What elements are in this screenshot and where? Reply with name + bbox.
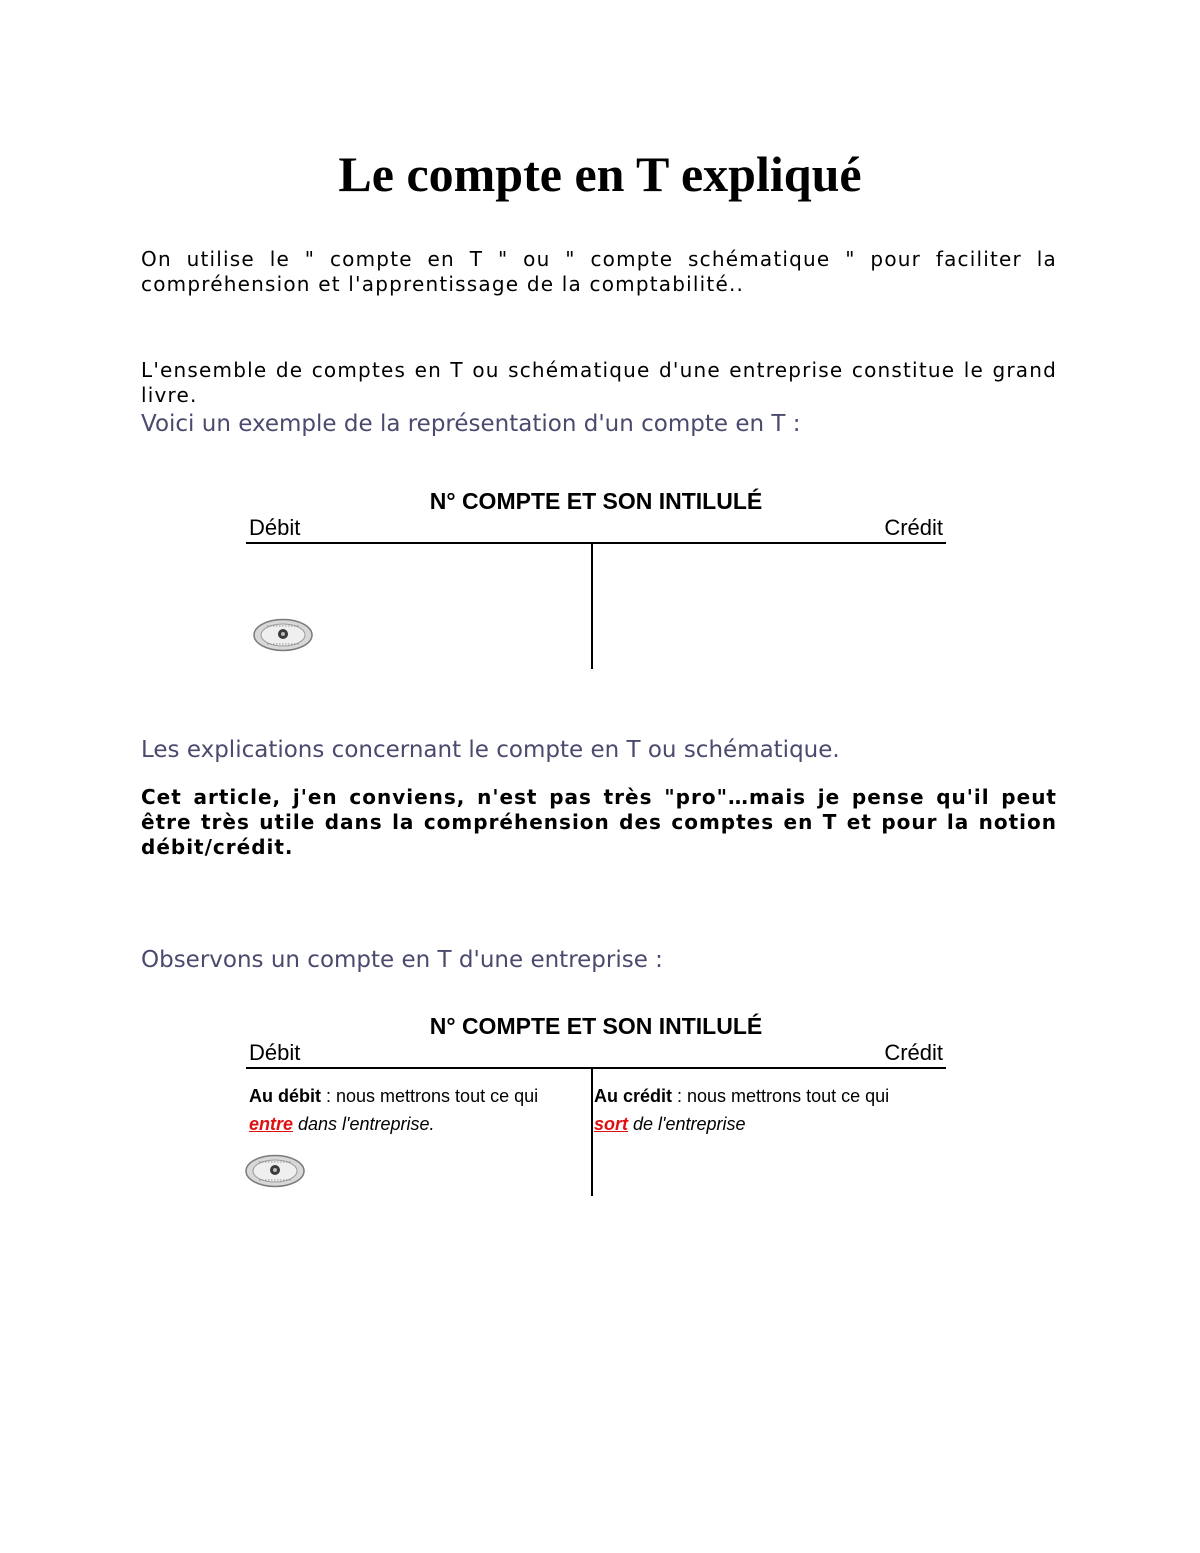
t-account-horizontal-line [246, 1067, 946, 1069]
t-account-vertical-line [591, 544, 593, 669]
explications-heading: Les explications concernant le compte en T ou schématique. [141, 737, 840, 763]
article-paragraph: Cet article, j'en conviens, n'est pas très "pro"…mais je pense qu'il peut être très utile dans la compréhension des comptes en T et pour la notion débit/crédit. [141, 785, 1057, 859]
voici-heading: Voici un exemple de la représentation d'un compte en T : [141, 411, 801, 437]
watermark-seal-icon [245, 1154, 305, 1188]
observons-heading: Observons un compte en T d'une entreprise : [141, 947, 663, 973]
debit-label: Débit [249, 515, 301, 540]
ensemble-paragraph: L'ensemble de comptes en T ou schématique d'une entreprise constitue le grand livre. [141, 358, 1057, 407]
debit-label: Débit [249, 1040, 301, 1065]
t-account-horizontal-line [246, 542, 946, 544]
page-title: Le compte en T expliqué [338, 146, 862, 202]
t-account-title: N° COMPTE ET SON INTILULÉ [429, 488, 763, 514]
t-account-vertical-line [591, 1069, 593, 1196]
credit-label: Crédit [884, 1040, 943, 1065]
intro-paragraph: On utilise le " compte en T " ou " compte schématique " pour faciliter la compréhension et l'apprentissage de la comptabilité.. [141, 247, 1057, 296]
debit-explanation-text: : nous mettrons tout ce qui [321, 1086, 539, 1106]
credit-label: Crédit [884, 515, 943, 540]
credit-explanation [594, 1082, 939, 1138]
credit-explanation-italic: de l'entreprise [628, 1114, 746, 1134]
credit-explanation-bold: Au crédit [594, 1086, 673, 1106]
t-account-title: N° COMPTE ET SON INTILULÉ [429, 1013, 763, 1039]
debit-explanation-italic: dans l'entreprise. [293, 1114, 435, 1134]
debit-keyword: entre [249, 1114, 294, 1134]
t-account-enterprise [246, 1012, 946, 1197]
credit-keyword: sort [594, 1114, 629, 1134]
debit-explanation-bold: Au débit [249, 1086, 321, 1106]
debit-explanation [249, 1082, 584, 1138]
watermark-seal-icon [253, 618, 313, 652]
credit-explanation-text: : nous mettrons tout ce qui [672, 1086, 890, 1106]
t-account-example [246, 487, 946, 672]
